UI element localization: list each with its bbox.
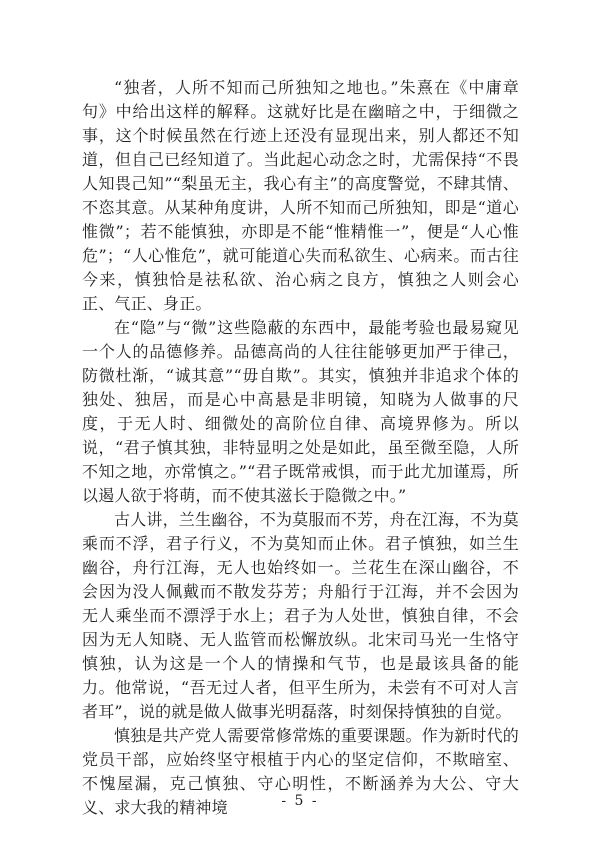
document-body [82,76,519,820]
page-footer [0,790,600,809]
paragraph: 古人讲，兰生幽谷，不为莫服而不芳，舟在江海，不为莫乘而不浮，君子行义，不为莫知而止休。君子慎独，如兰生幽谷，舟行江海，无人也始终如一。兰花生在深山幽谷，不会因为没人佩戴而不散发芬芳；舟船行于江海，并不会因为无人乘坐而不漂浮于水上；君子为人处世，慎独自律，不会因为无人知晓、无人监管而松懈放纵。北宋司马光一生恪守慎独，认为这是一个人的情操和气节，也是最该具备的能力。他常说，“吾无过人者，但平生所为，未尝有不可对人言者耳”，说的就是做人做事光明磊落，时刻保持慎独的自觉。 [82,510,520,721]
paragraph: “独者，人所不知而己所独知之地也。”朱熹在《中庸章句》中给出这样的解释。这就好比是在幽暗之中，于细微之事，这个时候虽然在行迹上还没有显现出来，别人都还不知道，但自己已经知道了。当此起心动念之时，尤需保持“不畏人知畏己知”“梨虽无主，我心有主”的高度警觉，不肆其情、不恣其意。从某种角度讲，人所不知而己所独知，即是“道心惟微”；若不能慎独，亦即是不能“惟精惟一”，便是“人心惟危”；“人心惟危”，就可能道心失而私欲生、心病来。而古往今来，慎独恰是祛私欲、治心病之良方，慎独之人则会心正、气正、身正。 [82,78,519,313]
paragraph: 慎独是共产党人需要常修常炼的重要课题。作为新时代的党员干部，应始终坚守根植于内心的坚定信仰，不欺暗室、不愧屋漏，克己慎独、守心明性，不断涵养为大公、守大义、求大我的精神境 [82,726,520,817]
page-number: - 5 - [281,793,319,809]
paragraph: 在“隐”与“微”这些隐蔽的东西中，最能考验也最易窥见一个人的品德修养。品德高尚的人往往能够更加严于律己，防微杜渐，“诚其意”“毋自欺”。其实，慎独并非追求个体的独处、独居，而是心中高悬是非明镜，知晓为人做事的尺度，于无人时、细微处的高阶位自律、高境界修为。所以说，“君子慎其独，非特显明之处是如此，虽至微至隐，人所不知之地，亦常慎之。”“君子既常戒惧，而于此尤加谨焉，所以遏人欲于将萌，而不使其滋长于隐微之中。” [82,318,519,505]
